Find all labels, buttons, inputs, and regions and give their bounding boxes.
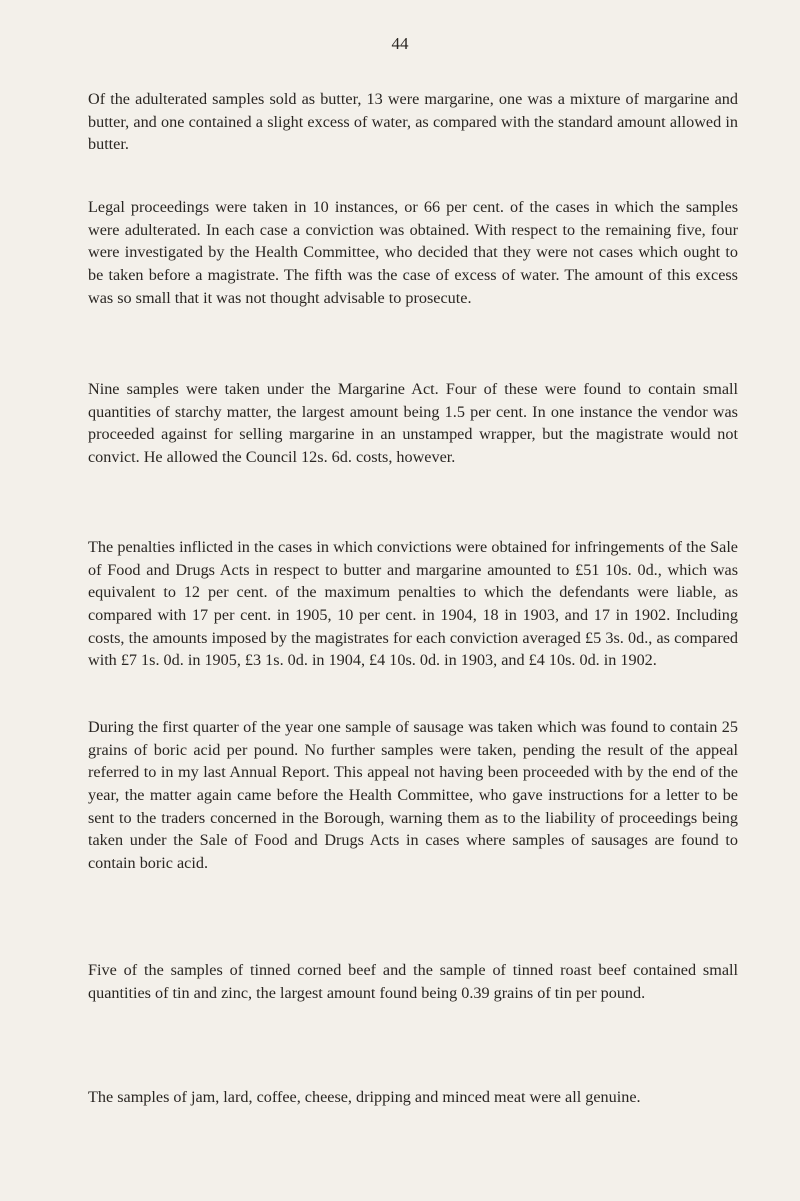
- paragraph-margarine-act: Nine samples were taken under the Margarine Act. Four of these were found to contain small quantities of starchy matter, the largest amount being 1.5 per cent. In one instance the vendor was proceeded against for selling margarine in an unstamped wrapper, but the magistrate would not convict. He allowed the Council 12s. 6d. costs, however.: [88, 380, 738, 466]
- paragraph-penalties: The penalties inflicted in the cases in which convictions were obtained for infringements of the Sale of Food and Drugs Acts in respect to butter and margarine amounted to £51 10s. 0d., which was equivalent to 12 per cent. of the maximum penalties to which the defendants were liable, as compared with 17 per cent. in 1905, 10 per cent. in 1904, 18 in 1903, and 17 in 1902. Including costs, the amounts imposed by the magistrates for each conviction averaged £5 3s. 0d., as compared with £7 1s. 0d. in 1905, £3 1s. 0d. in 1904, £4 10s. 0d. in 1903, and £4 10s. 0d. in 1902.: [88, 538, 738, 670]
- paragraph-tinned-beef: Five of the samples of tinned corned beef and the sample of tinned roast beef contained small quantities of tin and zinc, the largest amount found being 0.39 grains of tin per pound.: [88, 961, 738, 1002]
- paragraph-sausage-boric-acid: During the first quarter of the year one sample of sausage was taken which was found to contain 25 grains of boric acid per pound. No further samples were taken, pending the result of the appeal referred to in my last Annual Report. This appeal not having been proceeded with by the end of the year, the matter again came before the Health Committee, who gave instructions for a letter to be sent to the traders concerned in the Borough, warning them as to the liability of proceedings being taken under the Sale of Food and Drugs Acts in cases where samples of sausages are found to contain boric acid.: [88, 718, 738, 872]
- page-number: 44: [391, 34, 409, 53]
- paragraph-butter-adulteration: Of the adulterated samples sold as butter, 13 were margarine, one was a mixture of margarine and butter, and one contained a slight excess of water, as compared with the standard amount allowed in butter.: [88, 90, 738, 154]
- paragraph-legal-proceedings: Legal proceedings were taken in 10 instances, or 66 per cent. of the cases in which the samples were adulterated. In each case a conviction was obtained. With respect to the remaining five, four were investigated by the Health Committee, who decided that they were not cases which ought to be taken before a magistrate. The fifth was the case of excess of water. The amount of this excess was so small that it was not thought advisable to prosecute.: [88, 198, 738, 307]
- paragraph-genuine-samples: The samples of jam, lard, coffee, cheese, dripping and minced meat were all genuine.: [88, 1088, 641, 1107]
